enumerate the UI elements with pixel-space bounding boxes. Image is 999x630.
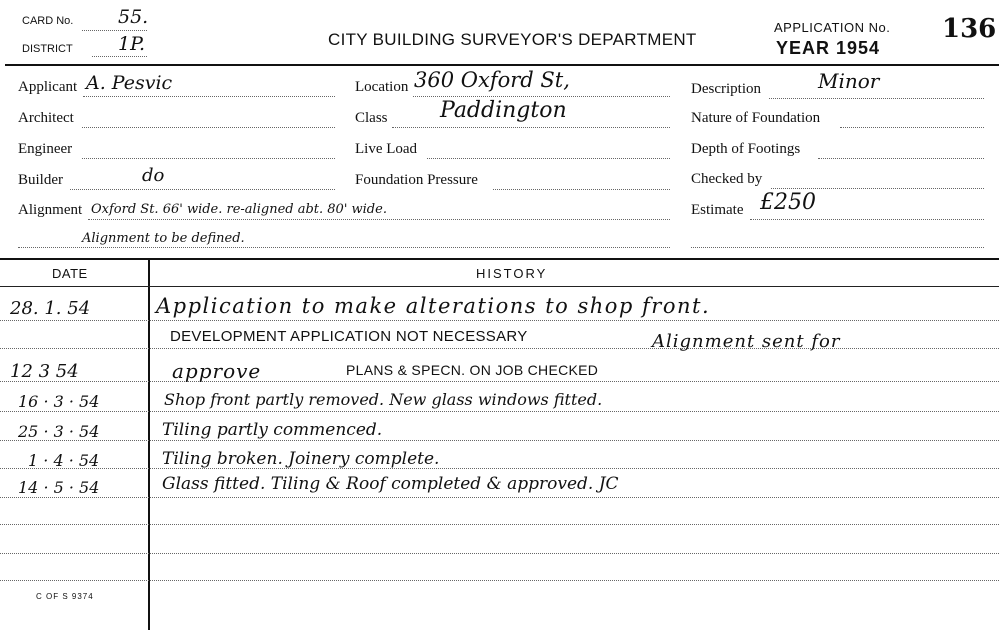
district-label: DISTRICT [22,43,73,55]
development-application-stamp: DEVELOPMENT APPLICATION NOT NECESSARY [170,328,528,345]
architect-label: Architect [18,110,74,126]
location-value: 360 Oxford St, [414,68,570,92]
history-date-5: 25 · 3 · 54 [18,422,100,441]
application-no-value: 136 [942,14,997,44]
year-label: YEAR 1954 [776,38,881,58]
district-value: 1P. [118,33,146,55]
history-text-5: Tiling partly commenced. [162,420,383,440]
application-no-label: APPLICATION No. [774,20,891,35]
alignment-label: Alignment [18,202,83,218]
history-text-6: Tiling broken. Joinery complete. [162,449,440,469]
form-code: C OF S 9374 [36,592,94,601]
plans-checked-stamp: PLANS & SPECN. ON JOB CHECKED [346,362,599,378]
date-header: DATE [52,266,88,281]
history-date-1: 28. 1. 54 [10,298,91,319]
history-text-7: Glass fitted. Tiling & Roof completed & approved. JC [162,474,619,494]
foundation-pressure-label: Foundation Pressure [355,172,478,188]
estimate-value: £250 [760,190,816,215]
history-header-rule [0,286,999,287]
history-text-4: Shop front partly removed. New glass windows fitted. [164,390,603,409]
engineer-label: Engineer [18,141,73,157]
history-text-3: approve [172,359,262,383]
builder-value: do [142,165,165,186]
class-value: Paddington [440,98,567,123]
alignment-sent-note: Alignment sent for [652,331,841,352]
history-text-1: Application to make alterations to shop front. [156,294,711,318]
depth-of-footings-label: Depth of Footings [691,141,801,157]
description-value: Minor [818,69,880,93]
history-date-3: 12 3 54 [10,361,79,382]
class-label: Class [355,110,388,126]
history-header: HISTORY [476,266,548,281]
department-title: CITY BUILDING SURVEYOR'S DEPARTMENT [328,30,697,49]
estimate-label: Estimate [691,202,744,218]
history-date-7: 14 · 5 · 54 [18,478,100,497]
alignment-note: Alignment to be defined. [82,231,245,246]
card-no-value: 55. [118,6,149,28]
history-date-6: 1 · 4 · 54 [28,451,100,470]
card-no-label: CARD No. [22,15,74,27]
live-load-label: Live Load [355,141,418,157]
history-date-4: 16 · 3 · 54 [18,392,100,411]
applicant-value: A. Pesvic [86,72,173,94]
date-column-divider [148,258,150,630]
builder-label: Builder [18,172,63,188]
description-label: Description [691,81,761,97]
location-label: Location [355,79,409,95]
header-rule [5,64,999,66]
applicant-label: Applicant [18,79,78,95]
nature-of-foundation-label: Nature of Foundation [691,110,821,126]
alignment-value: Oxford St. 66' wide. re-aligned abt. 80' wide. [91,202,387,217]
checked-by-label: Checked by [691,171,763,187]
